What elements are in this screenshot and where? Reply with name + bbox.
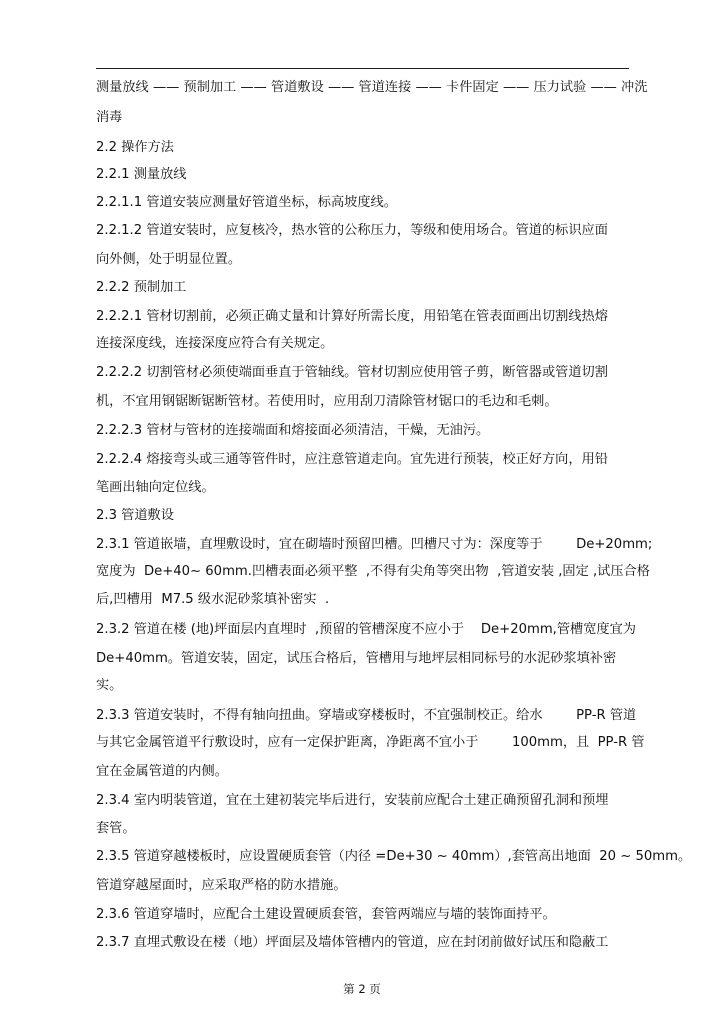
text-line: 宽度为 De+40~ 60mm.凹槽表面必须平整 ,不得有尖角等突出物 ,管道安装 ,固定 ,试压合格 xyxy=(96,564,650,579)
text-line: 向外侧，处于明显位置。 xyxy=(96,252,242,267)
text-line: 机，不宜用钢锯断锯断管材。若使用时，应用刮刀清除管材锯口的毛边和毛刺。 xyxy=(96,394,558,409)
text-line: 后,凹槽用 M7.5 级水泥砂浆填补密实 . xyxy=(96,592,330,607)
section-heading: 2.2.2 预制加工 xyxy=(96,280,187,295)
text-line: 套管。 xyxy=(96,821,136,836)
text-line: 2.3.6 管道穿墙时，应配合土建设置硬质套管，套管两端应与墙的装饰面持平。 xyxy=(96,907,556,922)
text-line: 测量放线 —— 预制加工 —— 管道敷设 —— 管道连接 —— 卡件固定 —— 压力试验 —— 冲洗 xyxy=(96,80,648,95)
text-line: 2.2.2.1 管材切割前，必须正确丈量和计算好所需长度，用铅笔在管表面画出切割线热熔 xyxy=(96,309,608,324)
text-line: 笔画出轴向定位线。 xyxy=(96,480,215,495)
text-line: 2.3.4 室内明装管道，宜在土建初装完毕后进行，安装前应配合土建正确预留孔洞和预埋 xyxy=(96,793,609,808)
section-heading: 2.2.1 测量放线 xyxy=(96,167,187,182)
text-line: 宜在金属管道的内侧。 xyxy=(96,764,228,779)
text-line: 2.3.7 直埋式敷设在楼（地）坪面层及墙体管槽内的管道，应在封闭前做好试压和隐蔽工 xyxy=(96,935,609,950)
text-line: 与其它金属管道平行敷设时，应有一定保护距离，净距离不宜小于 100mm，且 PP-R 管 xyxy=(96,735,645,750)
text-line: 2.2.2.4 熔接弯头或三通等管件时，应注意管道走向。宜先进行预装，校正好方向，用铅 xyxy=(96,452,608,467)
text-line: 连接深度线，连接深度应符合有关规定。 xyxy=(96,336,334,351)
header-rule xyxy=(96,68,629,69)
text-line: 2.2.2.2 切割管材必须使端面垂直于管轴线。管材切割应使用管子剪，断管器或管道切割 xyxy=(96,365,608,380)
text-line: 2.3.5 管道穿越楼板时，应设置硬质套管（内径 =De+30 ~ 40mm）,套管高出地面 20 ~ 50mm。 xyxy=(96,849,692,864)
section-heading: 2.2 操作方法 xyxy=(96,140,174,155)
text-line: 实。 xyxy=(96,678,123,693)
text-line: 消毒 xyxy=(96,110,123,125)
text-line: 2.2.1.1 管道安装应测量好管道坐标，标高坡度线。 xyxy=(96,195,397,210)
text-line: 2.2.1.2 管道安装时，应复核冷，热水管的公称压力，等级和使用场合。管道的标识应面 xyxy=(96,223,608,238)
text-line: 2.3.2 管道在楼 (地)坪面层内直埋时 ,预留的管槽深度不应小于 De+20mm,管槽宽度宜为 xyxy=(96,622,636,637)
page-number: 第 2 页 xyxy=(343,982,381,996)
text-line: De+40mm。管道安装，固定，试压合格后，管槽用与地坪层相同标号的水泥砂浆填补密 xyxy=(96,651,617,666)
text-line: 2.3.1 管道嵌墙，直埋敷设时，宜在砌墙时预留凹槽。凹槽尺寸为：深度等于 De+20mm; xyxy=(96,537,653,552)
text-line: 2.2.2.3 管材与管材的连接端面和熔接面必须清洁，干燥，无油污。 xyxy=(96,423,490,438)
text-line: 2.3.3 管道安装时，不得有轴向扭曲。穿墙或穿楼板时，不宜强制校正。给水 PP-R 管道 xyxy=(96,708,637,723)
section-heading: 2.3 管道敷设 xyxy=(96,508,174,523)
text-line: 管道穿越屋面时，应采取严格的防水措施。 xyxy=(96,878,347,893)
